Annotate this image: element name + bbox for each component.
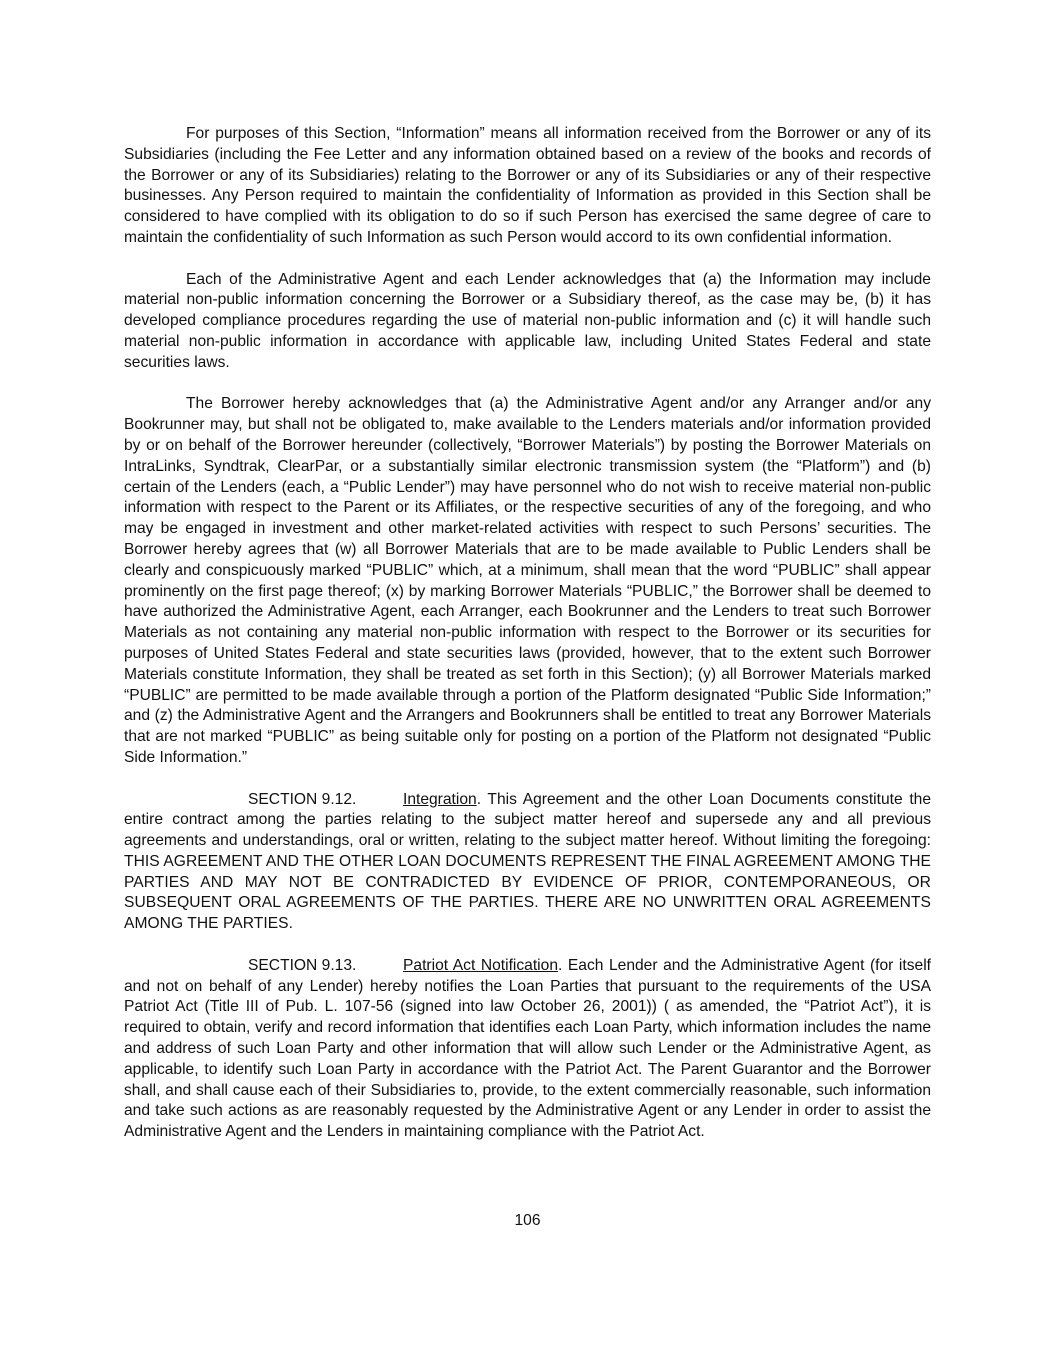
section-9-12-number: SECTION 9.12. [248,790,357,808]
section-9-12-title: Integration [403,790,477,808]
section-9-13-number: SECTION 9.13. [248,956,357,974]
section-9-12-body: . This Agreement and the other Loan Documents constitute the entire contract among the parties relating to the subject matter hereof and supersede any and all previous agreements and understandings, oral or written, relating to the subject matter hereof. Without limiting the foregoing: [124,790,931,850]
section-9-12 [124,790,931,936]
paragraph-acknowledgement: Each of the Administrative Agent and each Lender acknowledges that (a) the Information may include material non-public information concerning the Borrower or a Subsidiary thereof, as the case may be, (b) it has developed compliance procedures regarding the use of material non-public information and (c) it will handle such material non-public information in accordance with applicable law, including United States Federal and state securities laws. [124,270,931,371]
page-number: 106 [514,1212,541,1229]
paragraph-information-definition: For purposes of this Section, “Information” means all information received from the Borrower or any of its Subsidiaries (including the Fee Letter and any information obtained based on a review of the books and records of the Borrower or any of its Subsidiaries) relating to the Borrower or any of its Subsidiaries or any of their respective businesses. Any Person required to maintain the confidentiality of Information as provided in this Section shall be considered to have complied with its obligation to do so if such Person has exercised the same degree of care to maintain the confidentiality of such Information as such Person would accord to its own confidential information. [124,125,931,246]
paragraph-borrower-materials: The Borrower hereby acknowledges that (a) the Administrative Agent and/or any Arranger and/or any Bookrunner may, but shall not be obligated to, make available to the Lenders materials and/or information provided by or on behalf of the Borrower hereunder (collectively, “Borrower Materials”) by posting the Borrower Materials on IntraLinks, Syndtrak, ClearPar, or a substantially similar electronic transmission system (the “Platform”) and (b) certain of the Lenders (each, a “Public Lender”) may have personnel who do not wish to receive material non-public information with respect to the Parent or its Affiliates, or the respective securities of any of the foregoing, and who may be engaged in investment and other market-related activities with respect to such Persons’ securities. The Borrower hereby agrees that (w) all Borrower Materials that are to be made available to Public Lenders shall be clearly and conspicuously marked “PUBLIC” which, at a minimum, shall mean that the word “PUBLIC” shall appear prominently on the first page thereof; (x) by marking Borrower Materials “PUBLIC,” the Borrower shall be deemed to have authorized the Administrative Agent, each Arranger, each Bookrunner and the Lenders to treat such Borrower Materials as not containing any material non-public information with respect to the Borrower or its securities for purposes of United States Federal and state securities laws (provided, however, that to the extent such Borrower Materials constitute Information, they shall be treated as set forth in this Section); (y) all Borrower Materials marked “PUBLIC” are permitted to be made available through a portion of the Platform designated “Public Side Information;” and (z) the Administrative Agent and the Arrangers and Bookrunners shall be entitled to treat any Borrower Materials that are not marked “PUBLIC” as being suitable only for posting on a portion of the Platform not designated “Public Side Information.” [124,395,931,766]
section-9-12-caps-text: THIS AGREEMENT AND THE OTHER LOAN DOCUMENTS REPRESENT THE FINAL AGREEMENT AMONG THE PARTIES AND MAY NOT BE CONTRADICTED BY EVIDENCE OF PRIOR, CONTEMPORANEOUS, OR SUBSEQUENT ORAL AGREEMENTS OF THE PARTIES. THERE ARE NO UNWRITTEN ORAL AGREEMENTS AMONG THE PARTIES. [124,852,931,933]
section-9-13-body: . Each Lender and the Administrative Agent (for itself and not on behalf of any Lender) hereby notifies the Loan Parties that pursuant to the requirements of the USA Patriot Act (Title III of Pub. L. 107-56 (signed into law October 26, 2001)) ( as amended, the “Patriot Act”), it is required to obtain, verify and record information that identifies each Loan Party, which information includes the name and address of such Loan Party and other information that will allow such Lender or the Administrative Agent, as applicable, to identify such Loan Party in accordance with the Patriot Act. The Parent Guarantor and the Borrower shall, and shall cause each of their Subsidiaries to, provide, to the extent commercially reasonable, such information and take such actions as are reasonably requested by the Administrative Agent or any Lender in order to assist the Administrative Agent and the Lenders in maintaining compliance with the Patriot Act. [124,956,931,1141]
section-9-13 [124,956,931,1143]
section-9-13-title: Patriot Act Notification [403,956,558,974]
document-body [124,124,931,1164]
